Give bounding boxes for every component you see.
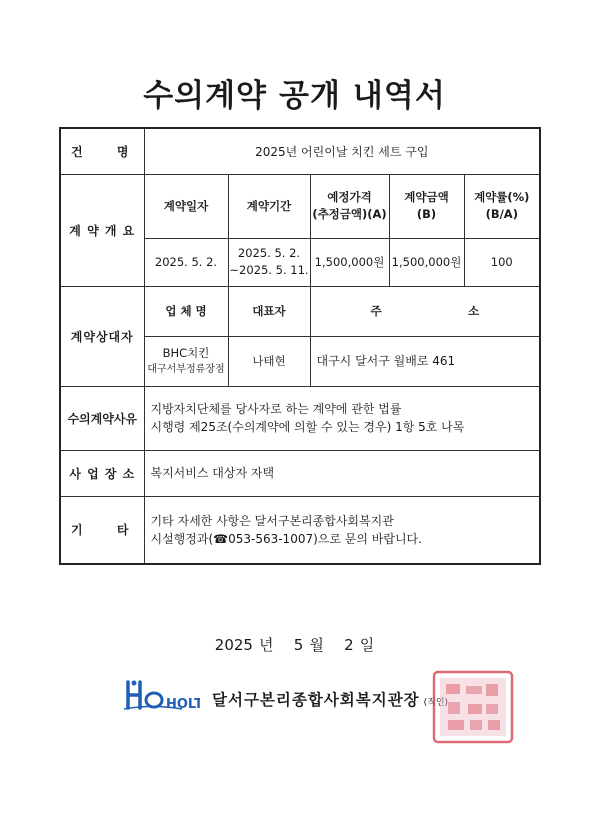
contract-period-value: 2025. 5. 2. ~2025. 5. 11. bbox=[228, 238, 310, 286]
header-contract-amount: 계약금액 (B) bbox=[389, 174, 464, 238]
item-name-value: 2025년 어린이날 치킨 세트 구입 bbox=[144, 128, 540, 174]
row-item-name bbox=[60, 128, 540, 174]
row-site bbox=[60, 450, 540, 496]
contract-date-value: 2025. 5. 2. bbox=[144, 238, 228, 286]
contract-rate-value: 100 bbox=[464, 238, 540, 286]
estimated-price-value: 1,500,000원 bbox=[310, 238, 389, 286]
ceo-value: 나태현 bbox=[228, 336, 310, 386]
label-etc: 기 타 bbox=[60, 496, 144, 564]
contract-amount-value: 1,500,000원 bbox=[389, 238, 464, 286]
row-summary-header bbox=[60, 174, 540, 238]
header-contract-period: 계약기간 bbox=[228, 174, 310, 238]
logo-text: HOLT bbox=[166, 697, 200, 712]
official-seal-stamp bbox=[430, 668, 516, 750]
row-party-header bbox=[60, 286, 540, 336]
address-value: 대구시 달서구 월배로 461 bbox=[310, 336, 540, 386]
header-contract-date: 계약일자 bbox=[144, 174, 228, 238]
row-etc bbox=[60, 496, 540, 564]
label-item-name: 건 명 bbox=[60, 128, 144, 174]
seal-label: (직인) bbox=[423, 698, 449, 708]
header-address: 주 소 bbox=[310, 286, 540, 336]
document-title bbox=[0, 70, 589, 115]
label-contract-summary: 계 약 개 요 bbox=[60, 174, 144, 286]
label-reason: 수의계약사유 bbox=[60, 386, 144, 450]
row-reason bbox=[60, 386, 540, 450]
reason-value: 지방자치단체를 당사자로 하는 계약에 관한 법률 시행령 제25조(수의계약에 의할 수 있는 경우) 1항 5호 나목 bbox=[144, 386, 540, 450]
header-contract-rate: 계약률(%) (B/A) bbox=[464, 174, 540, 238]
header-ceo: 대표자 bbox=[228, 286, 310, 336]
header-estimated-price: 예정가격 (추정금액)(A) bbox=[310, 174, 389, 238]
contract-table bbox=[59, 127, 541, 565]
title-part-2: 공개 bbox=[279, 78, 341, 114]
label-site: 사 업 장 소 bbox=[60, 450, 144, 496]
site-value: 복지서비스 대상자 자택 bbox=[144, 450, 540, 496]
document-date: 2025 년 5 월 2 일 bbox=[214, 636, 375, 654]
label-contract-party: 계약상대자 bbox=[60, 286, 144, 386]
company-name-value: BHC치킨 대구서부정류장점 bbox=[144, 336, 228, 386]
holt-logo bbox=[122, 678, 200, 716]
title-part-3: 내역서 bbox=[352, 78, 446, 114]
organization-name: 달서구본리종합사회복지관장 (직인) bbox=[212, 691, 449, 709]
title-part-1: 수의계약 bbox=[143, 78, 268, 114]
etc-value: 기타 자세한 사항은 달서구본리종합사회복지관 시설행정과(☎053-563-1007)으로 문의 바랍니다. bbox=[144, 496, 540, 564]
header-company-name: 업 체 명 bbox=[144, 286, 228, 336]
